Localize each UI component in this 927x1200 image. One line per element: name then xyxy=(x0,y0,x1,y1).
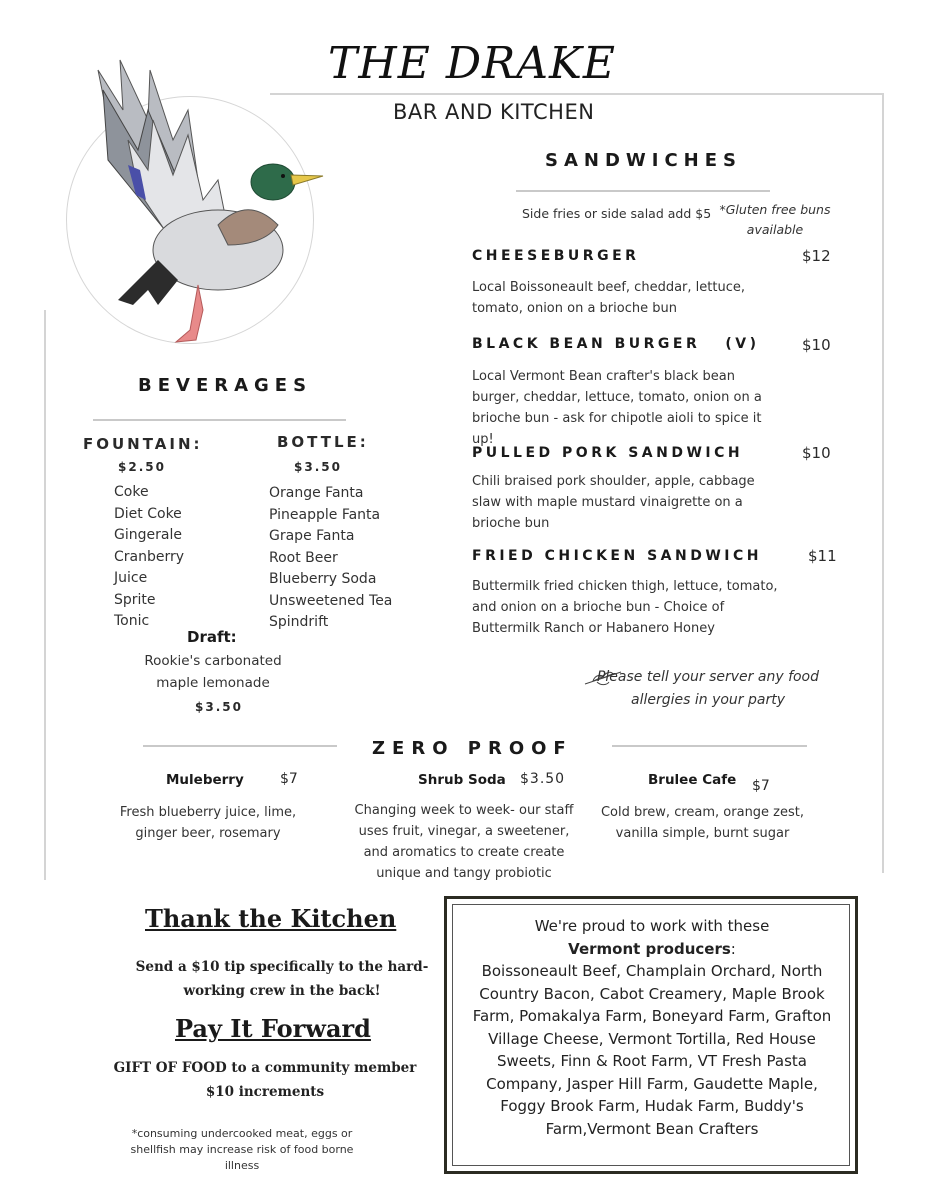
zero-proof-heading: ZERO PROOF xyxy=(372,738,573,759)
food-safety-disclaimer: *consuming undercooked meat, eggs or shellfish may increase risk of food borne illness xyxy=(130,1127,354,1172)
list-item: Cranberry xyxy=(114,548,185,565)
restaurant-subtitle: BAR AND KITCHEN xyxy=(393,100,595,124)
fountain-price: $2.50 xyxy=(118,460,166,474)
list-item: Spindrift xyxy=(269,614,329,630)
drink-price: $7 xyxy=(280,771,298,787)
producers-bold-wrap: Vermont producers: xyxy=(568,939,736,958)
sandwiches-rule xyxy=(516,190,770,192)
frame-top-line xyxy=(270,93,884,95)
list-item: Gingerale xyxy=(114,527,182,543)
menu-item-price: $10 xyxy=(802,336,831,354)
drink-name: Muleberry xyxy=(166,772,244,788)
menu-item-price: $12 xyxy=(802,247,831,265)
bottle-list xyxy=(269,483,392,634)
beverages-rule xyxy=(93,419,346,421)
drink-desc: Fresh blueberry juice, lime, ginger beer, rosemary xyxy=(119,805,297,841)
pay-forward-heading: Pay It Forward xyxy=(175,1014,371,1043)
producers-box xyxy=(444,896,858,1174)
list-item: Root Beer xyxy=(269,549,338,566)
thank-kitchen-text: Send a $10 tip specifically to the hard-working crew in the back! xyxy=(135,959,429,999)
list-item: Pineapple Fanta xyxy=(269,506,381,523)
draft-label: Draft: xyxy=(187,628,237,646)
side-note: Side fries or side salad add $5 xyxy=(522,206,712,221)
menu-item-desc: Local Boissoneault beef, cheddar, lettuce, tomato, onion on a brioche bun xyxy=(472,280,745,316)
list-item: Blueberry Soda xyxy=(269,571,377,587)
list-item: Juice xyxy=(114,570,148,586)
drink-desc: Changing week to week- our staff uses fruit, vinegar, a sweetener, and aromatics to create create unique and tangy probiotic xyxy=(354,803,574,881)
bottle-price: $3.50 xyxy=(294,460,342,474)
draft-desc: Rookie's carbonated maple lemonade xyxy=(144,653,282,691)
restaurant-title: THE DRAKE xyxy=(328,38,616,89)
beverages-heading: BEVERAGES xyxy=(138,375,313,396)
producers-intro: We're proud to work with these xyxy=(534,917,770,935)
zero-proof-rule-right xyxy=(612,745,807,747)
menu-item-name: PULLED PORK SANDWICH xyxy=(472,445,744,461)
bottle-label: BOTTLE: xyxy=(277,433,369,451)
menu-item-name: FRIED CHICKEN SANDWICH xyxy=(472,548,762,564)
list-item: Diet Coke xyxy=(114,505,182,522)
list-item: Coke xyxy=(114,484,149,500)
producers-text xyxy=(472,915,832,1140)
producers-list: Boissoneault Beef, Champlain Orchard, North Country Bacon, Cabot Creamery, Maple Brook Farm, Pomakalya Farm, Boneyard Farm, Grafton Village Cheese, Vermont Tortilla, Red House Sweets, Finn & Root Farm, VT Fresh Pasta Company, Jasper Hill Farm, Gaudette Maple, Foggy Brook Farm, Hudak Farm, Buddy's Farm,Vermont Bean Crafters xyxy=(472,962,832,1138)
frame-left-line xyxy=(44,310,46,880)
sandwiches-heading: SANDWICHES xyxy=(545,150,742,171)
list-item: Orange Fanta xyxy=(269,485,364,501)
list-item: Grape Fanta xyxy=(269,528,355,544)
drink-desc: Cold brew, cream, orange zest, vanilla simple, burnt sugar xyxy=(600,805,805,841)
frame-right-line xyxy=(882,93,884,873)
producers-bold: Vermont producers xyxy=(568,939,731,958)
menu-item-desc: Buttermilk fried chicken thigh, lettuce, tomato, and onion on a brioche bun - Choice of Buttermilk Ranch or Habanero Honey xyxy=(472,579,778,636)
draft-price: $3.50 xyxy=(195,700,243,714)
drink-name: Brulee Cafe xyxy=(648,772,737,788)
list-item: Unsweetened Tea xyxy=(269,592,393,609)
drink-price: $7 xyxy=(752,778,770,794)
zero-proof-rule-left xyxy=(143,745,337,747)
pay-forward-line2: $10 increments xyxy=(205,1084,325,1100)
menu-item-desc: Chili braised pork shoulder, apple, cabbage slaw with maple mustard vinaigrette on a brioche bun xyxy=(472,474,755,531)
menu-item-price: $11 xyxy=(808,547,837,565)
menu-item-price: $10 xyxy=(802,444,831,462)
list-item: Sprite xyxy=(114,591,156,608)
gluten-note: *Gluten free buns available xyxy=(719,202,831,237)
mallard-duck-illustration xyxy=(78,50,348,350)
list-item: Tonic xyxy=(114,613,150,629)
drink-name: Shrub Soda xyxy=(418,772,506,788)
menu-item-desc: Local Vermont Bean crafter's black bean burger, cheddar, lettuce, tomato, onion on a brioche bun - ask for chipotle aioli to spice it up! xyxy=(472,369,762,447)
fountain-list xyxy=(114,482,184,633)
drink-price: $3.50 xyxy=(520,771,566,787)
thank-kitchen-heading: Thank the Kitchen xyxy=(145,904,397,933)
menu-item-name: BLACK BEAN BURGER (V) xyxy=(472,336,760,352)
pay-forward-line1: GIFT OF FOOD to a community member xyxy=(113,1060,417,1076)
menu-item-name: CHEESEBURGER xyxy=(472,248,640,264)
allergy-note: Please tell your server any food allergies in your party xyxy=(596,669,820,708)
fountain-label: FOUNTAIN: xyxy=(83,435,203,453)
